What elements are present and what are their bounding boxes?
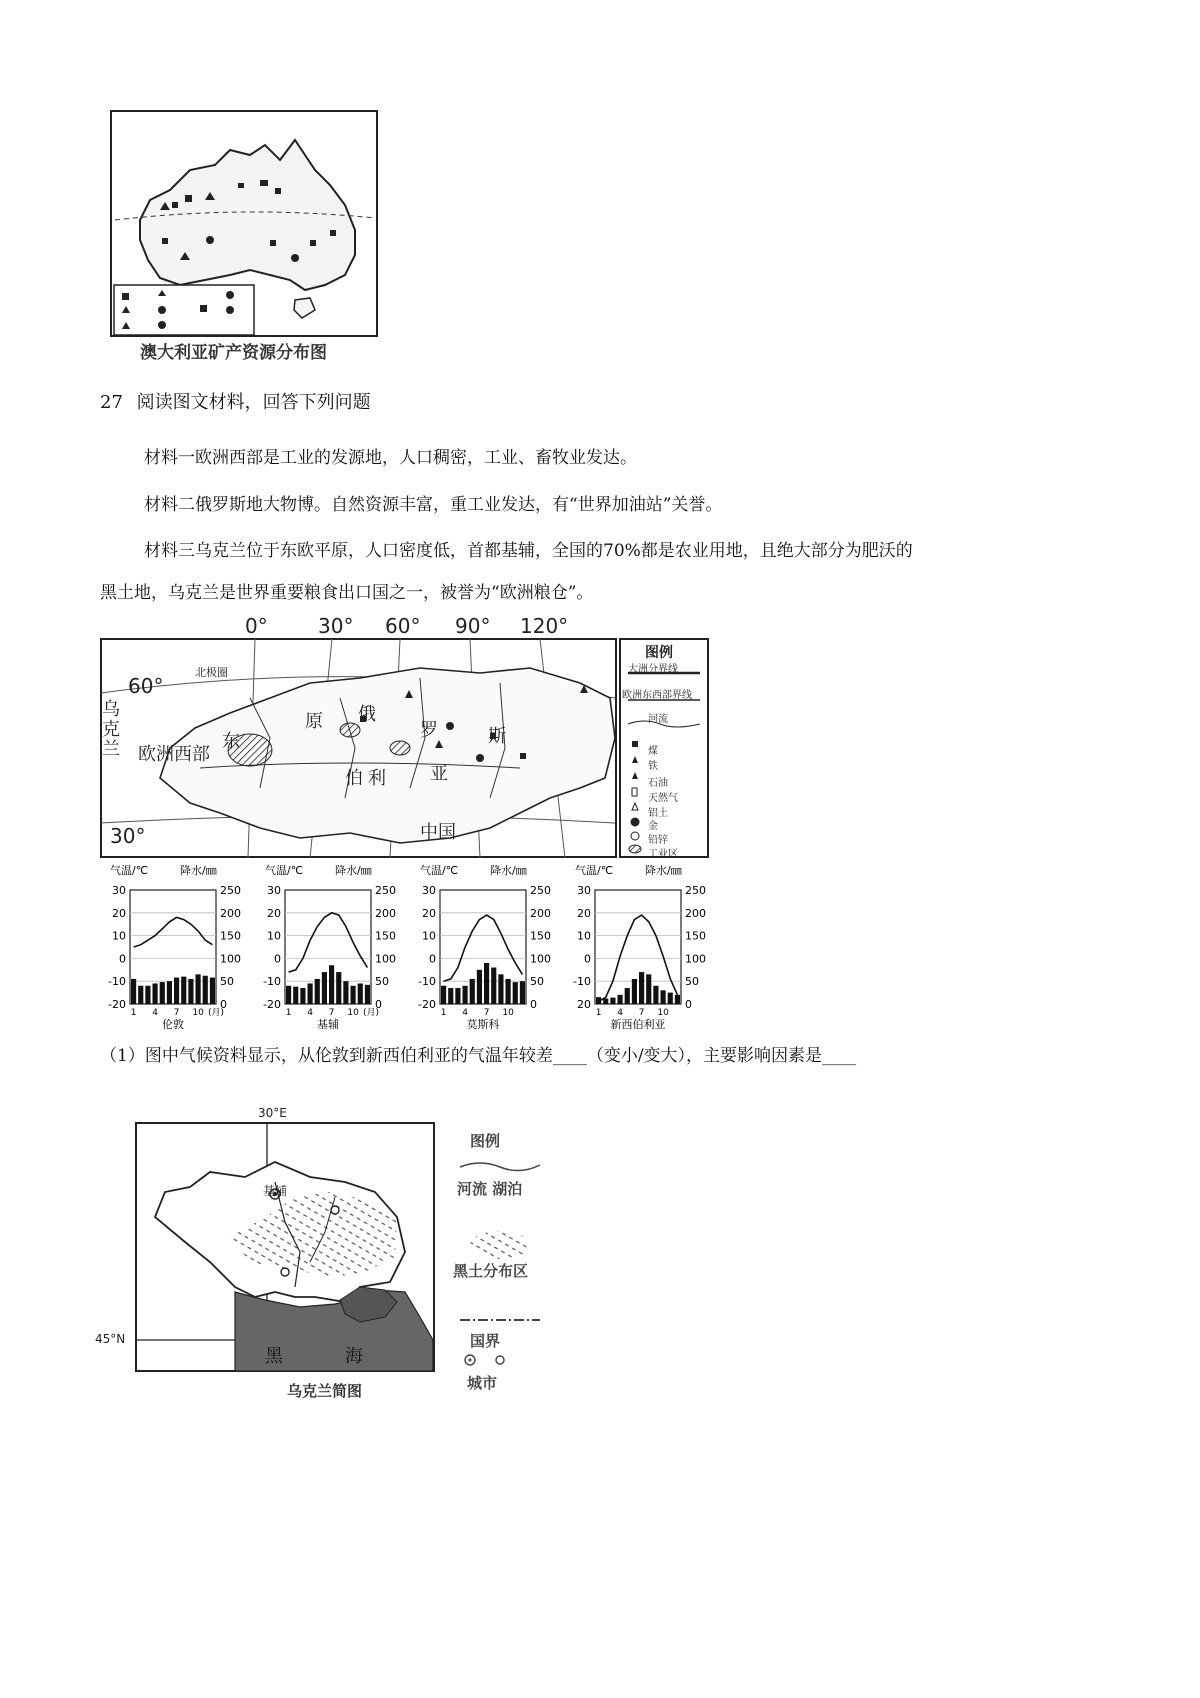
legend-gas: 天然气 <box>648 793 678 804</box>
precip-tick-label: 250 <box>375 884 396 897</box>
subq1-prefix: （1）图中气候资料显示，从伦敦到新西伯利亚的气温年较差 <box>100 1046 553 1066</box>
precip-tick-label: 200 <box>685 906 706 920</box>
precip-bar-month-5 <box>160 982 165 1004</box>
precip-bar-month-9 <box>498 974 503 1004</box>
precip-bar-month-4 <box>463 986 468 1004</box>
temp-tick-label: 30 <box>112 884 126 897</box>
month-tick-label: 1 <box>285 1008 292 1018</box>
precip-bar-month-8 <box>181 977 186 1004</box>
precip-bar-month-7 <box>639 972 644 1004</box>
precip-bar-month-2 <box>293 987 298 1004</box>
precip-bar-month-3 <box>610 998 615 1004</box>
precip-bar-month-6 <box>322 972 327 1004</box>
arctic-circle-label: 北极圈 <box>195 666 228 679</box>
precip-tick-label: 100 <box>220 952 241 966</box>
precip-bar-month-3 <box>145 986 150 1004</box>
precip-bar-month-10 <box>351 986 356 1004</box>
temp-axis-label: 气温/℃ <box>420 864 459 877</box>
material-2: 材料二俄罗斯地大物博。自然资源丰富，重工业发达，有“世界加油站”关誉。 <box>144 495 723 515</box>
precip-bar-month-5 <box>625 988 630 1004</box>
month-tick-label: 4 <box>617 1008 623 1018</box>
precip-bar-month-11 <box>513 982 518 1004</box>
temp-tick-label: 30 <box>422 884 436 897</box>
month-tick-label: 10 <box>192 1008 204 1018</box>
temp-tick-label: 20 <box>112 906 126 920</box>
precip-tick-label: 0 <box>375 998 382 1011</box>
legend-river: 河流 <box>648 714 668 725</box>
temp-line <box>134 917 213 947</box>
precip-tick-label: 200 <box>530 906 551 920</box>
material-3-cont: 黑土地，乌克兰是世界重要粮食出口国之一，被誉为“欧洲粮仓”。 <box>100 583 594 603</box>
legend-continent-boundary: 大洲分界线 <box>628 664 678 675</box>
legend-coal: 煤 <box>648 746 658 757</box>
answer-blank-2[interactable]: ____ <box>822 1046 857 1066</box>
precip-tick-label: 0 <box>220 998 227 1011</box>
precip-bar-month-1 <box>286 986 291 1004</box>
ukraine-legend-title: 图例 <box>470 1132 501 1150</box>
precip-tick-label: 50 <box>375 975 389 989</box>
precip-bar-month-2 <box>448 988 453 1004</box>
ukraine-map-figure <box>95 1106 565 1410</box>
precip-bar-month-3 <box>300 988 305 1004</box>
precip-bar-month-12 <box>365 985 370 1004</box>
city-name-label: 基辅 <box>317 1018 339 1031</box>
precip-bar-month-12 <box>520 981 525 1004</box>
lon-0: 0° <box>245 614 268 638</box>
legend-black-soil: 黑土分布区 <box>453 1262 529 1280</box>
ukraine-map-caption: 乌克兰简图 <box>287 1382 363 1400</box>
temp-tick-label: 30 <box>577 884 591 897</box>
month-tick-label: 7 <box>328 1008 335 1018</box>
month-tick-label: 7 <box>638 1008 645 1018</box>
temp-tick-label: 10 <box>267 929 281 943</box>
precip-bar-month-7 <box>329 965 334 1004</box>
temp-tick-label: -20 <box>418 998 436 1011</box>
temp-tick-label: 30 <box>267 884 281 897</box>
lon-90: 90° <box>455 614 491 638</box>
precip-tick-label: 250 <box>220 884 241 897</box>
legend-city: 城市 <box>467 1374 498 1392</box>
precip-tick-label: 200 <box>220 906 241 920</box>
russia-si-label: 斯 <box>488 726 506 747</box>
question-number: 27 <box>100 392 123 413</box>
lon-30e-label: 30°E <box>258 1106 287 1120</box>
precip-tick-label: 150 <box>685 929 706 943</box>
precip-tick-label: 200 <box>375 906 396 920</box>
month-tick-label: 4 <box>307 1008 313 1018</box>
temp-tick-label: 0 <box>119 952 126 966</box>
temp-tick-label: 20 <box>577 906 591 920</box>
siberia-bo-label: 伯 <box>345 768 363 789</box>
australia-map-figure <box>108 108 388 398</box>
precip-tick-label: 100 <box>530 952 551 966</box>
precip-tick-label: 100 <box>375 952 396 966</box>
precip-bar-month-12 <box>210 978 215 1004</box>
plain-label: 原 <box>305 711 323 732</box>
kyiv-label: 基辅 <box>263 1184 288 1198</box>
temp-tick-label: 10 <box>112 929 126 943</box>
month-tick-label: 10 <box>502 1008 514 1018</box>
precip-bar-month-11 <box>668 993 673 1004</box>
russia-luo-label: 罗 <box>420 720 438 741</box>
precip-tick-label: 100 <box>685 952 706 966</box>
precip-axis-label: 降水/㎜ <box>645 864 682 877</box>
precip-bar-month-4 <box>308 983 313 1004</box>
australia-map-caption: 澳大利亚矿产资源分布图 <box>140 343 327 363</box>
siberia-ya-label: 亚 <box>430 764 448 785</box>
month-tick-label: 4 <box>462 1008 468 1018</box>
precip-tick-label: 250 <box>530 884 551 897</box>
month-tick-label: 1 <box>595 1008 602 1018</box>
city-name-label: 新西伯利亚 <box>610 1018 666 1031</box>
climate-charts-row <box>108 862 728 1032</box>
month-tick-label: 1 <box>440 1008 447 1018</box>
precip-bar-month-1 <box>441 986 446 1004</box>
month-tick-label: (月) <box>207 1008 225 1018</box>
subquestion-1 <box>100 1038 856 1074</box>
temp-tick-label: 10 <box>422 929 436 943</box>
precip-bar-month-9 <box>343 981 348 1004</box>
material-1: 材料一欧洲西部是工业的发源地，人口稠密，工业、畜牧业发达。 <box>144 448 637 468</box>
legend-border: 国界 <box>470 1332 501 1350</box>
russia-e-label: 俄 <box>358 704 376 725</box>
city-name-label: 伦敦 <box>162 1018 184 1031</box>
temp-tick-label: -20 <box>263 998 281 1011</box>
precip-axis-label: 降水/㎜ <box>490 864 527 877</box>
temp-tick-label: 20 <box>267 906 281 920</box>
month-tick-label: 7 <box>173 1008 180 1018</box>
precip-bar-month-11 <box>358 983 363 1004</box>
precip-tick-label: 250 <box>685 884 706 897</box>
temp-tick-label: 0 <box>274 952 281 966</box>
precip-bar-month-10 <box>196 974 201 1004</box>
temp-tick-label: 0 <box>584 952 591 966</box>
eurasia-map-figure <box>100 612 730 862</box>
legend-bauxite: 铝土 <box>648 808 668 819</box>
precip-bar-month-7 <box>484 963 489 1004</box>
ukraine-label: 乌克兰 <box>102 699 120 760</box>
black-sea-label-1: 黑 <box>265 1346 283 1367</box>
precip-tick-label: 50 <box>685 975 699 989</box>
material-3: 材料三乌克兰位于东欧平原，人口密度低，首都基辅，全国的70%都是农业用地，且绝大部分为肥沃的 <box>144 541 913 561</box>
precip-bar-month-2 <box>138 986 143 1004</box>
lat-60-label: 60° <box>128 674 164 698</box>
temp-axis-label: 气温/℃ <box>110 864 149 877</box>
subq1-middle: （变小/变大），主要影响因素是 <box>586 1046 823 1066</box>
precip-tick-label: 0 <box>685 998 692 1011</box>
temp-axis-label: 气温/℃ <box>265 864 304 877</box>
precip-tick-label: 0 <box>530 998 537 1011</box>
temp-tick-label: 10 <box>577 929 591 943</box>
precip-bar-month-10 <box>661 990 666 1004</box>
legend-oil: 石油 <box>648 778 668 789</box>
month-tick-label: 10 <box>347 1008 359 1018</box>
industry-area-2 <box>390 741 410 755</box>
temp-tick-label: 20 <box>577 998 591 1011</box>
lon-60: 60° <box>385 614 421 638</box>
legend-industry: 工业区 <box>648 849 678 860</box>
lat-45n-label: 45°N <box>95 1332 126 1346</box>
precip-tick-label: 150 <box>530 929 551 943</box>
precip-bar-month-9 <box>188 979 193 1004</box>
precip-bar-month-6 <box>632 979 637 1004</box>
precip-bar-month-9 <box>653 986 658 1004</box>
temp-line <box>444 915 523 981</box>
question-title: 阅读图文材料，回答下列问题 <box>136 392 371 413</box>
precip-bar-month-3 <box>455 988 460 1004</box>
china-label: 中国 <box>420 822 456 843</box>
precip-tick-label: 150 <box>375 929 396 943</box>
month-tick-label: 10 <box>657 1008 669 1018</box>
precip-bar-month-8 <box>646 974 651 1004</box>
precip-bar-month-4 <box>618 995 623 1004</box>
chart-frame <box>595 890 681 1004</box>
question-title-row <box>100 388 371 414</box>
precip-bar-month-6 <box>477 970 482 1004</box>
east-label: 东 <box>222 731 240 752</box>
precip-bar-month-8 <box>336 972 341 1004</box>
month-tick-label: 7 <box>483 1008 490 1018</box>
precip-axis-label: 降水/㎜ <box>335 864 372 877</box>
answer-blank-1[interactable]: ____ <box>552 1046 587 1066</box>
precip-bar-month-7 <box>174 978 179 1004</box>
lon-120: 120° <box>520 614 569 638</box>
legend-iron: 铁 <box>648 761 658 772</box>
industry-area-1 <box>340 723 360 737</box>
temp-tick-label: -10 <box>263 975 281 989</box>
precip-bar-month-6 <box>167 981 172 1004</box>
temp-tick-label: 0 <box>429 952 436 966</box>
australia-map <box>110 110 380 340</box>
precip-tick-label: 150 <box>220 929 241 943</box>
legend-lead-zinc: 铅锌 <box>648 835 668 846</box>
west-europe-label: 欧洲西部 <box>138 744 210 765</box>
month-tick-label: 4 <box>152 1008 158 1018</box>
temp-tick-label: -10 <box>418 975 436 989</box>
legend-river-lake: 河流 湖泊 <box>457 1180 523 1198</box>
temp-tick-label: -10 <box>573 975 591 989</box>
temp-tick-label: 20 <box>422 906 436 920</box>
lat-30-label: 30° <box>110 824 146 848</box>
precip-tick-label: 50 <box>220 975 234 989</box>
legend-east-west-boundary: 欧洲东西部界线 <box>622 690 692 701</box>
precip-bar-month-12 <box>675 995 680 1004</box>
precip-bar-month-10 <box>506 979 511 1004</box>
precip-bar-month-2 <box>603 999 608 1004</box>
climate-charts <box>108 862 728 1032</box>
eurasia-legend-title: 图例 <box>645 645 673 661</box>
temp-tick-label: -10 <box>108 975 126 989</box>
precip-tick-label: 50 <box>530 975 544 989</box>
lon-30: 30° <box>318 614 354 638</box>
precip-bar-month-11 <box>203 976 208 1004</box>
temp-axis-label: 气温/℃ <box>575 864 614 877</box>
month-tick-label: 1 <box>130 1008 137 1018</box>
precip-bar-month-8 <box>491 968 496 1004</box>
precip-bar-month-1 <box>131 979 136 1004</box>
temp-line <box>289 913 368 972</box>
siberia-li-label: 利 <box>368 768 386 789</box>
precip-bar-month-5 <box>315 979 320 1004</box>
city-name-label: 莫斯科 <box>466 1018 500 1031</box>
temp-tick-label: -20 <box>108 998 126 1011</box>
precip-bar-month-5 <box>470 979 475 1004</box>
month-tick-label: (月) <box>362 1008 380 1018</box>
ukraine-map <box>135 1122 485 1374</box>
black-sea-label-2: 海 <box>345 1346 363 1367</box>
precip-bar-month-4 <box>153 983 158 1004</box>
precip-axis-label: 降水/㎜ <box>180 864 217 877</box>
legend-gold: 金 <box>648 821 658 832</box>
